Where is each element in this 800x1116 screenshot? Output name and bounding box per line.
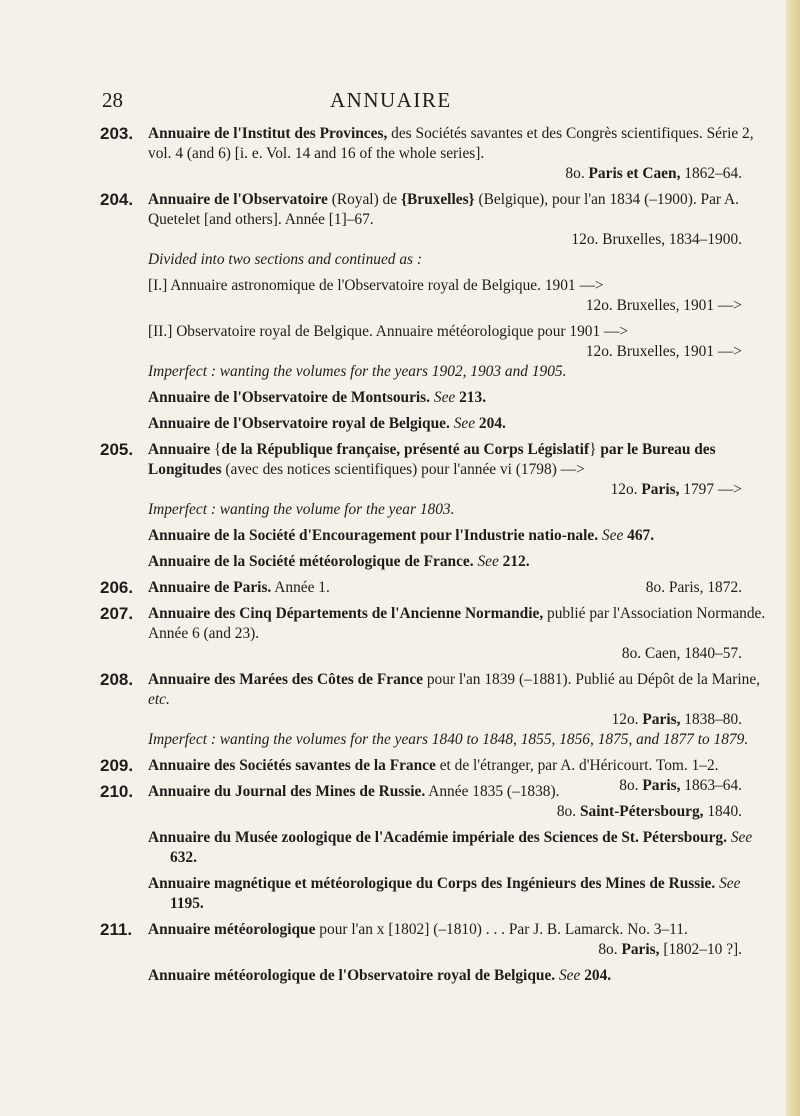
running-head: ANNUAIRE [330,88,452,112]
entry-title: Annuaire des Marées des Côtes de France [148,671,423,688]
entry-description: pour l'an x [1802] (–1810) . . . Par J. B. Lamarck. No. 3–11. [315,921,688,938]
entry-description: (Royal) de [327,191,401,208]
cross-reference [148,966,770,986]
page-number: 28 [102,88,123,112]
entry-description: pour l'an 1839 (–1881). Publié au Dépôt de la Marine, [423,671,761,688]
entry-number: 204. [100,190,134,209]
imprint-date: 1863–64. [680,777,742,794]
entry-number: 207. [100,604,134,623]
entry-text [148,782,770,822]
see-label: See [558,967,581,984]
entry-text [148,190,770,250]
see-label: See [433,389,456,406]
entry-description: et de l'étranger, par A. d'Héricourt. Tom. 1–2. [435,757,719,774]
imprint-format: 8o. [598,941,618,958]
entry-description: Année 1. [271,579,330,596]
imprint: 8o. Caen, 1840–57. [621,645,742,662]
continuation-note: Divided into two sections and continued as : [148,251,423,268]
cross-reference [148,828,770,868]
page-edge [786,0,800,1116]
cross-reference-number[interactable]: 632. [170,849,197,866]
entry-203 [100,124,770,184]
entry-number: 211. [100,920,133,939]
entry-place-heading: {Bruxelles} [400,191,475,208]
entry-title: de la République française, présenté au Corps Législatif [221,441,590,458]
cross-reference-number[interactable]: 467. [627,527,655,544]
imprint-date: 1838–80. [680,711,742,728]
sub-entry-text: [II.] Observatoire royal de Belgique. Annuaire météorologique pour 1901 —> [148,323,629,340]
entry-title: Annuaire des Cinq Départements de l'Ancienne Normandie, [148,605,544,622]
imprint-format: 8o. [556,803,577,820]
entry-text [148,578,770,598]
imprint [148,940,770,960]
cross-reference-number[interactable]: 204. [478,415,506,432]
imprint-format: 12o. [610,481,638,498]
cross-reference-title: Annuaire de l'Observatoire royal de Belgique. [148,415,450,432]
imperfect-note: Imperfect : wanting the volumes for the years 1902, 1903 and 1905. [148,363,567,380]
catalogue-body [100,124,770,992]
entry-204 [100,190,770,434]
cross-reference [148,552,770,572]
imperfect-note: Imperfect : wanting the volume for the year 1803. [148,501,455,518]
imprint-format: 12o. [611,711,639,728]
imprint: 12o. Bruxelles, 1901 —> [585,343,742,360]
entry-text [148,604,770,664]
cross-reference [148,874,770,914]
brace: { [210,441,222,458]
entry-210 [100,782,770,914]
cross-reference [148,414,770,434]
imprint: 12o. Bruxelles, 1901 —> [585,297,742,314]
see-label: See [730,829,753,846]
entry-206 [100,578,770,598]
entry-number: 210. [100,782,134,801]
imprint-place: Paris, [642,777,681,794]
sub-entry [148,322,770,362]
imprint-date: 1862–64. [680,165,742,182]
cross-reference-number[interactable]: 204. [584,967,612,984]
entry-number: 205. [100,440,134,459]
brace: } [589,441,601,458]
imprint-date: [1802–10 ?]. [659,941,742,958]
entry-description: (Belgique), pour l'an 1834 (–1900). Par A. Quetelet [and others]. Année [1]–67. [148,191,739,228]
entry-description: (avec des notices scientifiques) pour l'année vi (1798) —> [221,461,585,478]
imperfect-note: Imperfect : wanting the volumes for the years 1840 to 1848, 1855, 1856, 1875, and 1877 to 1879. [148,731,749,748]
cross-reference-title: Annuaire magnétique et météorologique du Corps des Ingénieurs des Mines de Russie. [148,875,716,892]
entry-title: Annuaire de Paris. [148,579,272,596]
cross-reference-number[interactable]: 213. [459,389,487,406]
imprint: 12o. Bruxelles, 1834–1900. [571,231,742,248]
entry-title: Annuaire météorologique [148,921,316,938]
imprint-format: 8o. [619,777,639,794]
see-label: See [601,527,624,544]
imprint-format: 8o. [565,165,585,182]
cross-reference-number[interactable]: 212. [502,553,530,570]
imprint-date: 1840. [703,803,742,820]
sub-entry-text: [I.] Annuaire astronomique de l'Observatoire royal de Belgique. 1901 —> [148,277,604,294]
cross-reference-title: Annuaire de la Société d'Encouragement pour l'Industrie natio-nale. [148,527,599,544]
see-label: See [477,553,499,570]
entry-208 [100,670,770,750]
see-label: See [453,415,476,432]
imprint [148,480,770,500]
imprint-place: Paris, [641,481,680,498]
entry-number: 208. [100,670,134,689]
imprint-place: Paris, [621,941,660,958]
imprint-place: Paris et Caen, [588,165,681,182]
imprint-date: 1797 —> [679,481,742,498]
entry-207 [100,604,770,664]
entry-title: Annuaire [148,441,211,458]
entry-title: Annuaire de l'Institut des Provinces, [148,125,388,142]
imprint [148,164,770,184]
cross-reference-title: Annuaire de l'Observatoire de Montsouris. [148,389,431,406]
entry-title: Annuaire de l'Observatoire [148,191,328,208]
entry-description: Année 1835 (–1838). [425,783,560,800]
sub-entry [148,276,770,316]
cross-reference-title: Annuaire météorologique de l'Observatoire royal de Belgique. [148,967,556,984]
cross-reference [148,388,770,408]
page-header [0,88,800,114]
imprint-place: Paris, [642,711,681,728]
entry-title: Annuaire du Journal des Mines de Russie. [148,783,426,800]
cross-reference-number[interactable]: 1195. [170,895,204,912]
cross-reference-title: Annuaire de la Société météorologique de France. [148,553,474,570]
entry-text [148,920,770,960]
entry-text [148,440,770,500]
imprint-place: Saint-Pétersbourg, [579,803,704,820]
entry-number: 209. [100,756,134,775]
entry-text [148,124,770,184]
cross-reference [148,526,770,546]
entry-description: etc. [148,691,170,708]
entry-title: Annuaire des Sociétés savantes de la France [148,757,436,774]
entry-description: des Sociétés savantes et des Congrès scientifiques. Série 2, vol. 4 (and 6) [i. e. Vol. 14 and 16 of the whole series]. [148,125,754,162]
entry-number: 206. [100,578,134,597]
see-label: See [719,875,741,892]
entry-text [148,670,770,730]
entry-description: publié par l'Association Normande. Année 6 (and 23). [148,605,766,642]
imprint: 8o. Paris, 1872. [645,579,742,596]
imprint [148,802,770,822]
cross-reference-title: Annuaire du Musée zoologique de l'Académie impériale des Sciences de St. Pétersbourg. [148,829,727,846]
entry-205 [100,440,770,572]
imprint [148,710,770,730]
entry-number: 203. [100,124,134,143]
entry-title: par le Bureau des Longitudes [148,441,716,478]
entry-211 [100,920,770,986]
